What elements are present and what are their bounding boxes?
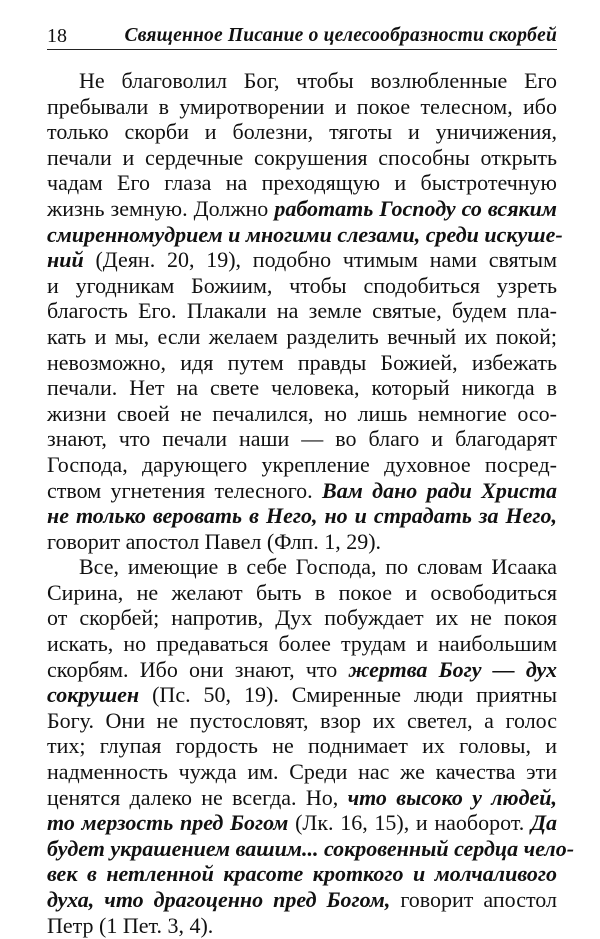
- text-line: [47, 221, 563, 248]
- text-line: [47, 273, 557, 299]
- body-text-run: Сирина, не желают быть в покое и освободиться: [47, 579, 557, 605]
- body-text-run: Не благоволил Бог, чтобы возлюбленные Его: [79, 68, 557, 93]
- text-line: [47, 682, 557, 708]
- page-number: 18: [47, 25, 67, 47]
- quote-text: не только веровать в Него, но и страдать за Него,: [47, 503, 557, 529]
- body-text-run: тих; глупая гордость не поднимает их головы, и: [47, 733, 557, 759]
- body-text-run: чадам Его глаза на преходящую и быстротечную: [47, 170, 557, 196]
- text-line: [47, 861, 557, 887]
- text-line: [47, 401, 557, 427]
- text-line: [47, 631, 557, 657]
- text-line: [47, 375, 557, 401]
- quote-text: сокрушен: [47, 682, 140, 708]
- text-line: [47, 324, 557, 350]
- text-line: [47, 605, 557, 631]
- body-text-run: жизни своей не печалился, но лишь немногие осо-: [47, 400, 557, 426]
- text-line: [47, 759, 557, 785]
- quote-text: смиренномудрием и многими слезами, среди искуше-: [47, 221, 563, 247]
- text-line: [47, 145, 557, 171]
- body-text-run: жизнь земную. Должно: [47, 195, 275, 221]
- running-head: [47, 20, 557, 48]
- quote-text: жертва Богу — дух: [348, 656, 558, 682]
- body-text-run: искать, но предаваться более трудам и наибольшим: [47, 631, 557, 657]
- text-line: [47, 196, 557, 222]
- header-rule: [47, 49, 557, 50]
- body-text-run: (Лк. 16, 15), и наоборот.: [288, 810, 531, 836]
- text-line: [47, 554, 557, 580]
- body-text-run: печали. Нет на свете человека, который никогда в: [47, 375, 557, 401]
- text-line: [47, 119, 557, 145]
- quote-text: ний: [47, 247, 84, 273]
- text-line: [47, 580, 557, 606]
- body-text-run: надменность чужда им. Среди нас же качества эти: [47, 759, 557, 785]
- text-line: [47, 657, 557, 683]
- body-text-run: невозможно, идя путем правды Божией, избежать: [47, 349, 557, 375]
- text-line: [47, 426, 557, 452]
- body-text-run: и угодникам Божиим, чтобы сподобиться узреть: [47, 272, 557, 298]
- body-text-run: (Деян. 20, 19), подобно чтимым нами святым: [83, 247, 557, 273]
- paragraph: [47, 554, 575, 938]
- body-text-run: Богу. Они не пустословят, взор их светел, а голос: [47, 707, 557, 733]
- text-line: [47, 887, 557, 913]
- text-line: [47, 452, 557, 478]
- text-line: [47, 835, 575, 862]
- text-line: [47, 913, 557, 939]
- text-line: [47, 68, 557, 94]
- quote-text: то мерзость пред Богом: [47, 810, 289, 836]
- body-text-run: от скорбей; напротив, Дух побуждает их не покоя: [47, 605, 557, 631]
- quote-text: будет украшением вашим... сокровенный сердца чело-: [47, 835, 575, 861]
- text-line: [47, 478, 557, 504]
- text-line: [47, 170, 557, 196]
- text-line: [47, 529, 557, 555]
- body-text-run: ценятся далеко не всегда. Но,: [47, 784, 348, 810]
- paragraph: [47, 68, 563, 554]
- text-line: [47, 247, 557, 273]
- body-text-run: Господа, дарующего укрепление духовное посред-: [47, 451, 557, 477]
- text-line: [47, 350, 557, 376]
- body-text-run: знают, что печали наши — во благо и благодарят: [47, 426, 557, 452]
- quote-text: век в нетленной красоте кроткого и молчаливого: [47, 861, 557, 887]
- body-text-run: Все, имеющие в себе Господа, по словам Исаака: [79, 554, 557, 580]
- body-text: [47, 68, 575, 938]
- quote-text: работать Господу со всяким: [274, 195, 557, 221]
- body-text-run: скорбям. Ибо они знают, что: [47, 656, 349, 682]
- text-line: [47, 503, 557, 529]
- body-text-run: печали и сердечные сокрушения способны открыть: [47, 144, 557, 170]
- quote-text: что высоко у людей,: [347, 784, 557, 810]
- quote-text: духа, что драгоценно пред Богом,: [47, 887, 391, 912]
- text-line: [47, 298, 557, 324]
- body-text-run: (Пс. 50, 19). Смиренные люди приятны: [139, 682, 557, 708]
- body-text-run: только скорби и болезни, тяготы и уничижения,: [47, 119, 557, 145]
- body-text-run: ством угнетения телесного.: [47, 477, 323, 503]
- body-text-run: говорит апостол: [390, 887, 557, 912]
- body-text-run: Петр (1 Пет. 3, 4).: [47, 912, 214, 938]
- body-text-run: говорит апостол Павел (Флп. 1, 29).: [47, 528, 382, 554]
- text-line: [47, 733, 557, 759]
- text-line: [47, 94, 557, 120]
- body-text-run: благость Его. Плакали на земле святые, будем пла-: [47, 298, 557, 324]
- body-text-run: кать и мы, если желаем разделить вечный их покой;: [47, 323, 557, 349]
- text-line: [47, 785, 557, 811]
- quote-text: Вам дано ради Христа: [322, 477, 557, 503]
- text-line: [47, 708, 557, 734]
- quote-text: Да: [530, 810, 557, 836]
- body-text-run: пребывали в умиротворении и покое телесном, ибо: [47, 93, 557, 119]
- running-title: Священное Писание о целесообразности скорбей: [124, 25, 557, 46]
- text-line: [47, 810, 557, 836]
